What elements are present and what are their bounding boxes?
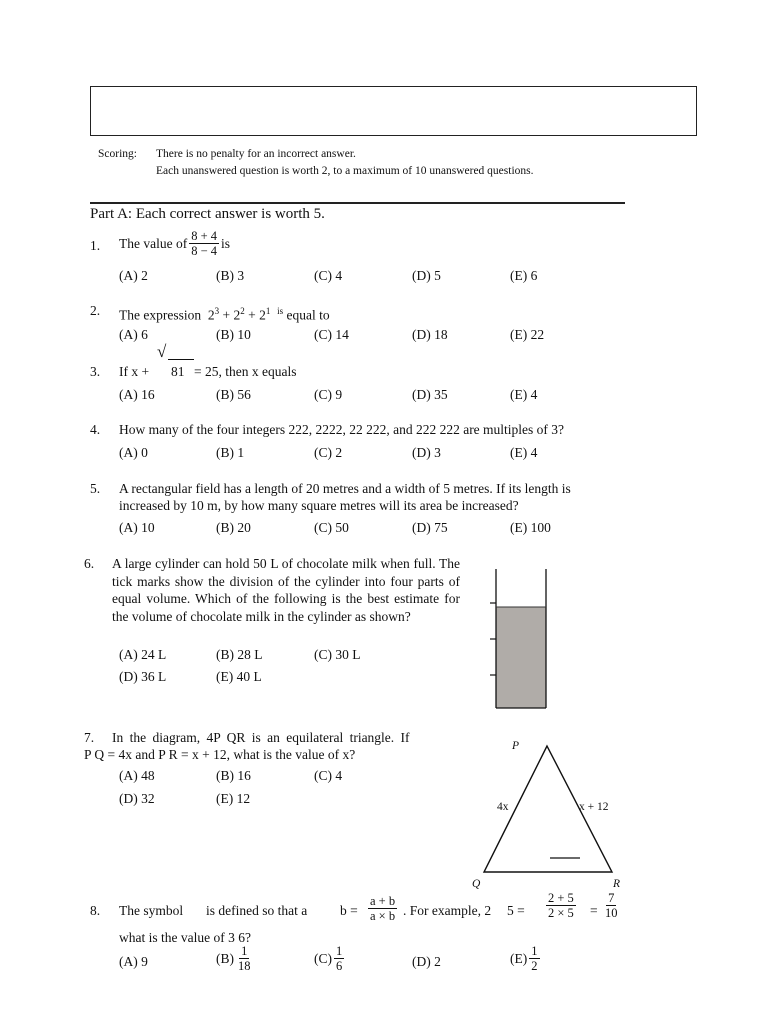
q7-choice-a[interactable]: (A) 48 <box>119 768 155 783</box>
q7-line2: P Q = 4x and P R = x + 12, what is the value of x? <box>84 747 356 762</box>
q1-choice-a[interactable]: (A) 2 <box>119 268 148 283</box>
q8-ex-fraction <box>544 891 578 920</box>
q4-choice-c[interactable]: (C) 2 <box>314 445 343 460</box>
q2-is: is <box>277 306 284 316</box>
label-pq-4x: 4x <box>497 801 509 813</box>
q2-term1: 2 <box>207 307 215 323</box>
q4-choice-a[interactable]: (A) 0 <box>119 445 148 460</box>
q1-choice-e[interactable]: (E) 6 <box>510 268 538 283</box>
q1-pre: The value of <box>119 235 188 251</box>
q1-stem <box>119 229 230 258</box>
q2-choice-c[interactable]: (C) 14 <box>314 327 349 342</box>
q8-mid: is defined so that a <box>206 903 308 918</box>
q2-post: equal to <box>286 307 330 323</box>
q4-choice-d[interactable]: (D) 3 <box>412 445 441 460</box>
q2-exp3: 1 <box>265 306 271 316</box>
q7-line1: In the diagram, 4P QR is an equilateral triangle. If <box>112 730 410 745</box>
q8-ex-den: 2 × 5 <box>548 906 574 920</box>
q1-number: 1. <box>90 238 101 253</box>
label-r: R <box>613 878 621 890</box>
q1-choice-d[interactable]: (D) 5 <box>412 268 441 283</box>
q8-five: 5 = <box>507 903 525 918</box>
q6-choice-b[interactable]: (B) 28 L <box>216 647 263 662</box>
q8-ex-num: 2 + 5 <box>548 891 574 905</box>
q2-term3: + 2 <box>248 307 266 323</box>
q8-eq: = <box>590 903 598 918</box>
q8-c-num: 1 <box>336 944 343 958</box>
q5-choice-c[interactable]: (C) 50 <box>314 520 349 535</box>
label-p: P <box>512 740 520 752</box>
q3-pre: If x + <box>119 364 150 379</box>
q5-choice-e[interactable]: (E) 100 <box>510 520 551 535</box>
q4-choice-e[interactable]: (E) 4 <box>510 445 538 460</box>
cylinder-diagram <box>480 565 570 713</box>
q2-exp1: 3 <box>214 306 220 316</box>
q8-e-num: 1 <box>531 944 538 958</box>
q6-choice-d[interactable]: (D) 36 L <box>119 669 167 684</box>
q8-choice-b[interactable] <box>216 944 255 973</box>
q1-fraction <box>189 229 219 258</box>
q8-line2: what is the value of 3 6? <box>119 930 251 945</box>
q6-choice-c[interactable]: (C) 30 L <box>314 647 361 662</box>
label-q: Q <box>472 878 481 890</box>
q5-choice-b[interactable]: (B) 20 <box>216 520 251 535</box>
q6-text: A large cylinder can hold 50 L of chocolate milk when full. The tick marks show the division of the cylinder into four parts of equal volume. Which of the following is the best estimate for the volume of chocolate milk in the cylinder as shown? <box>112 556 460 624</box>
q8-b-equals: b = <box>340 903 358 918</box>
divider-rule <box>90 202 625 204</box>
q8-b-label: (B) <box>216 950 234 966</box>
q2-number: 2. <box>90 303 101 318</box>
q4-text: How many of the four integers 222, 2222, 22 222, and 222 222 are multiples of 3? <box>119 422 565 437</box>
q8-c-label: (C) <box>314 950 332 966</box>
q3-radicand: 81 <box>171 364 185 379</box>
q8-c-den: 6 <box>336 959 343 973</box>
q4-choice-b[interactable]: (B) 1 <box>216 445 245 460</box>
q8-choice-a[interactable]: (A) 9 <box>119 954 148 969</box>
q3-choice-a[interactable]: (A) 16 <box>119 387 155 402</box>
q8-res-fraction <box>601 891 622 920</box>
q5-choice-a[interactable]: (A) 10 <box>119 520 155 535</box>
scoring-line2: Each unanswered question is worth 2, to a maximum of 10 unanswered questions. <box>156 165 534 177</box>
q1-frac-num: 8 + 4 <box>191 229 218 243</box>
q2-exp2: 2 <box>240 306 245 316</box>
q7-choice-d[interactable]: (D) 32 <box>119 791 155 806</box>
q4-number: 4. <box>90 422 101 437</box>
q8-res-den: 10 <box>605 906 618 920</box>
scoring-label: Scoring: <box>98 148 137 160</box>
q5-line1: A rectangular field has a length of 20 metres and a width of 5 metres. If its length is <box>119 481 571 496</box>
q8-e-label: (E) <box>510 950 528 966</box>
label-pr-x12: x + 12 <box>579 801 609 813</box>
triangle-diagram <box>470 740 630 895</box>
q8-example: . For example, 2 <box>403 903 492 918</box>
q8-choice-e[interactable] <box>510 944 542 973</box>
q7-choice-b[interactable]: (B) 16 <box>216 768 251 783</box>
header-box <box>90 86 697 136</box>
q2-choice-b[interactable]: (B) 10 <box>216 327 251 342</box>
q5-choice-d[interactable]: (D) 75 <box>412 520 448 535</box>
part-a-heading: Part A: Each correct answer is worth 5. <box>90 206 325 222</box>
q6-choice-a[interactable]: (A) 24 L <box>119 647 167 662</box>
q8-def-num: a + b <box>370 894 396 908</box>
q8-choice-c[interactable] <box>314 944 346 973</box>
q3-choice-c[interactable]: (C) 9 <box>314 387 343 402</box>
q8-pre: The symbol <box>119 903 184 918</box>
q2-choice-d[interactable]: (D) 18 <box>412 327 448 342</box>
q8-number: 8. <box>90 903 101 918</box>
q6-number: 6. <box>84 556 95 571</box>
scoring-line1: There is no penalty for an incorrect answer. <box>156 148 356 160</box>
cylinder-milk-fill <box>496 607 546 708</box>
q8-res-num: 7 <box>608 891 615 905</box>
q5-line2: increased by 10 m, by how many square metres will its area be increased? <box>119 498 519 513</box>
q7-choice-e[interactable]: (E) 12 <box>216 791 251 806</box>
q7-number: 7. <box>84 730 95 745</box>
q3-choice-d[interactable]: (D) 35 <box>412 387 448 402</box>
q8-choice-d[interactable]: (D) 2 <box>412 954 441 969</box>
q3-post: = 25, then x equals <box>194 364 297 379</box>
q3-vinculum <box>168 359 194 360</box>
q1-choice-b[interactable]: (B) 3 <box>216 268 245 283</box>
q2-choice-a[interactable]: (A) 6 <box>119 327 148 342</box>
q7-choice-c[interactable]: (C) 4 <box>314 768 343 783</box>
q1-choice-c[interactable]: (C) 4 <box>314 268 343 283</box>
q3-choice-b[interactable]: (B) 56 <box>216 387 251 402</box>
q8-b-num: 1 <box>241 944 248 958</box>
q8-def-fraction <box>366 894 399 923</box>
q8-b-den: 18 <box>238 959 251 973</box>
q8-e-den: 2 <box>531 959 538 973</box>
q1-frac-den: 8 − 4 <box>191 244 218 258</box>
q2-choice-e[interactable]: (E) 22 <box>510 327 545 342</box>
q3-number: 3. <box>90 364 101 379</box>
q1-post: is <box>221 235 231 251</box>
q3-radical-sign: √ <box>157 342 167 361</box>
q8-def-den: a × b <box>370 909 396 923</box>
q2-pre: The expression <box>119 307 202 323</box>
q2-term2: + 2 <box>222 307 241 323</box>
q2-stem <box>119 302 330 325</box>
q3-choice-e[interactable]: (E) 4 <box>510 387 538 402</box>
q6-choice-e[interactable]: (E) 40 L <box>216 669 262 684</box>
q5-number: 5. <box>90 481 101 496</box>
